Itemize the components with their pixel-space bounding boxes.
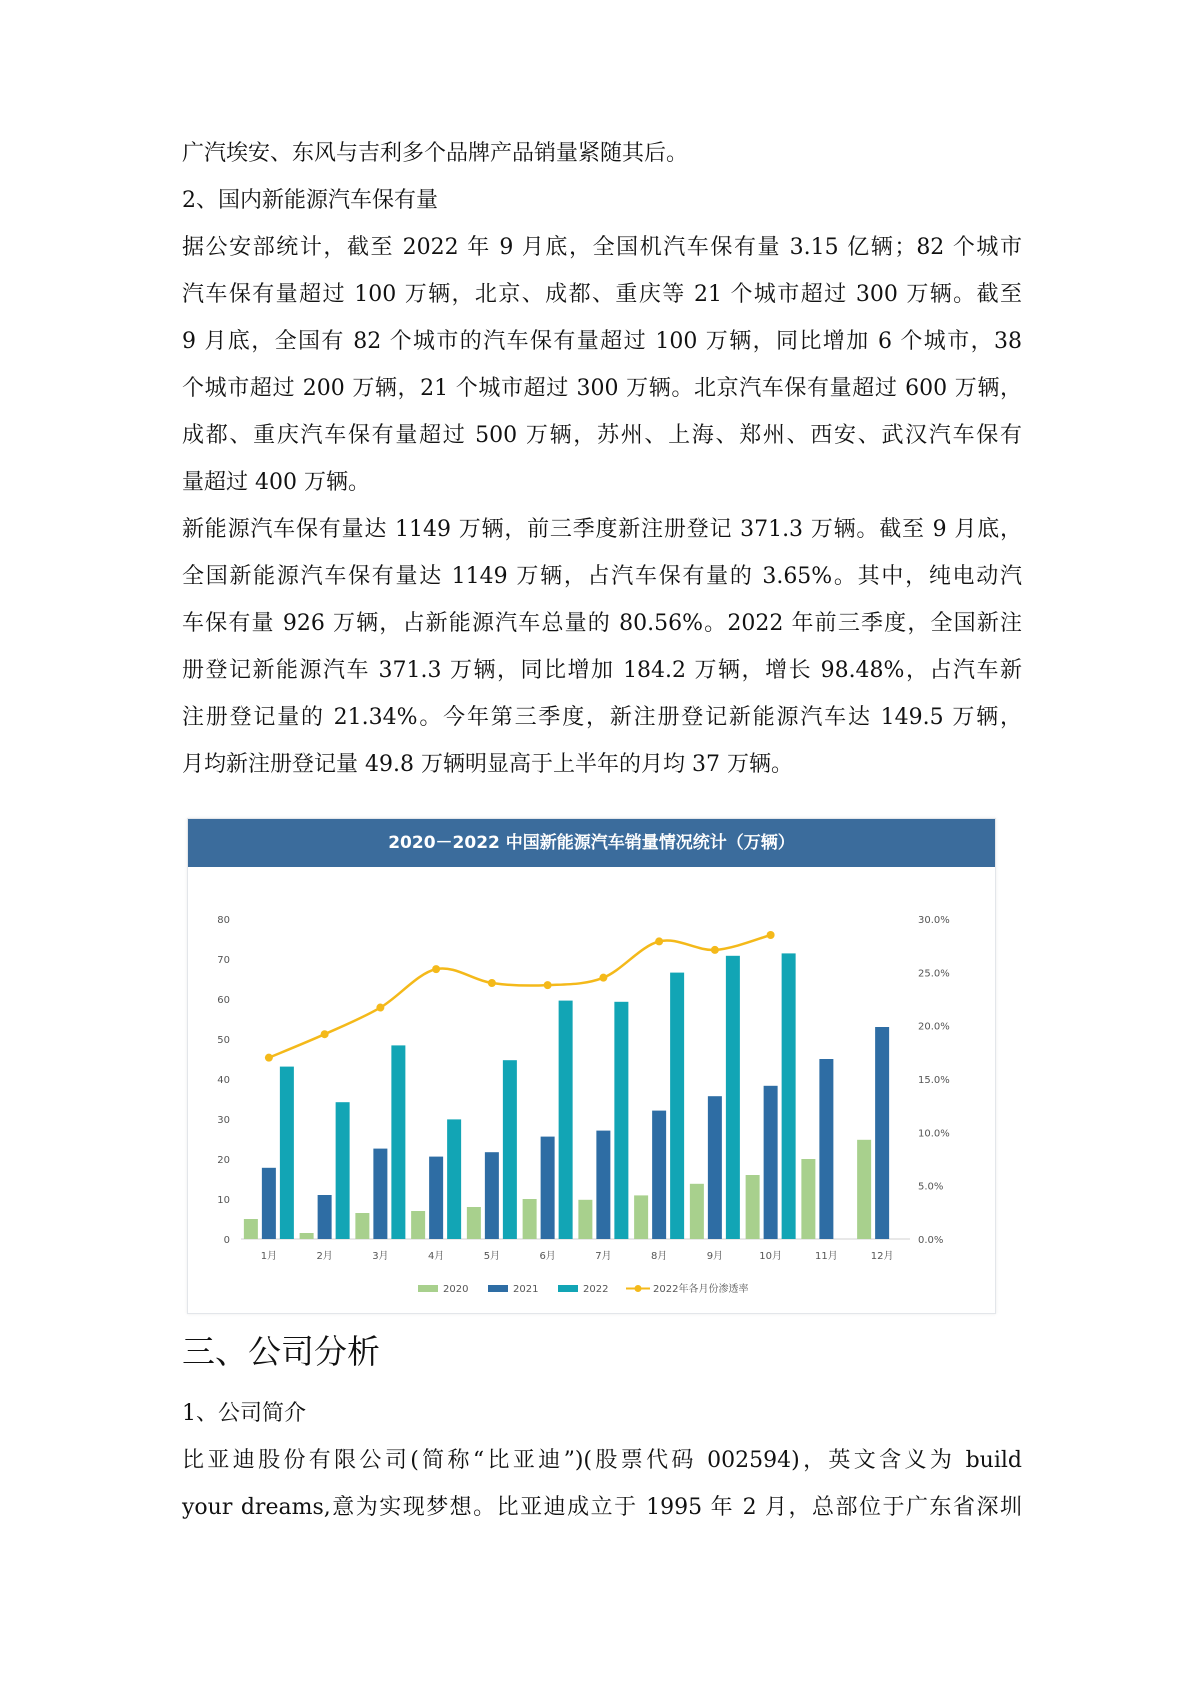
- bar-2022: [336, 1102, 350, 1239]
- bar-2021: [764, 1086, 778, 1239]
- text-line: 汽车保有量超过 100 万辆，北京、成都、重庆等 21 个城市超过 300 万辆。截至: [182, 282, 1022, 307]
- legend-swatch-2022: [558, 1285, 578, 1292]
- y-tick-label: 40: [217, 1075, 230, 1086]
- penetration-point: [265, 1054, 273, 1062]
- legend-swatch-2021: [488, 1285, 508, 1292]
- bar-2021: [819, 1059, 833, 1239]
- bar-2020: [857, 1140, 871, 1239]
- penetration-point: [711, 946, 719, 954]
- bar-2021: [429, 1157, 443, 1239]
- y-tick-label: 50: [217, 1035, 230, 1046]
- x-tick-label: 4月: [427, 1251, 445, 1262]
- legend-swatch-2020: [418, 1285, 438, 1292]
- legend-swatch-dot: [635, 1285, 642, 1292]
- penetration-point: [321, 1030, 329, 1038]
- legend-label: 2022年各月份渗透率: [653, 1284, 749, 1295]
- x-tick-label: 2月: [316, 1251, 333, 1262]
- bar-2021: [596, 1131, 610, 1239]
- bar-2020: [634, 1195, 648, 1239]
- bar-2020: [578, 1200, 592, 1239]
- bar-2021: [373, 1149, 387, 1239]
- legend-label: 2020: [443, 1284, 469, 1295]
- bar-2020: [244, 1219, 258, 1239]
- y-tick-label: 60: [217, 995, 230, 1006]
- bar-2020: [467, 1207, 481, 1239]
- body-text-bottom: [182, 1390, 1022, 1531]
- y2-tick-label: 20.0%: [918, 1021, 950, 1033]
- section-heading: 三、公司分析: [182, 1332, 380, 1371]
- legend-label: 2021: [513, 1284, 539, 1295]
- text-line: your dreams,意为实现梦想。比亚迪成立于 1995 年 2 月，总部位于广东省深圳: [182, 1495, 1022, 1520]
- text-line: 量超过 400 万辆。: [182, 470, 370, 495]
- text-line: 注册登记量的 21.34%。今年第三季度，新注册登记新能源汽车达 149.5 万辆，: [182, 705, 1022, 730]
- y2-tick-label: 30.0%: [918, 915, 950, 926]
- bar-2020: [746, 1175, 760, 1239]
- y2-tick-label: 10.0%: [918, 1128, 950, 1140]
- penetration-point: [376, 1004, 384, 1012]
- legend-label: 2022: [583, 1284, 609, 1295]
- bar-2021: [485, 1152, 499, 1239]
- text-line: 9 月底，全国有 82 个城市的汽车保有量超过 100 万辆，同比增加 6 个城市，38: [182, 329, 1022, 354]
- text-line: 1、公司简介: [182, 1401, 306, 1426]
- y2-tick-label: 25.0%: [918, 968, 950, 980]
- bar-2020: [411, 1211, 425, 1239]
- bar-2021: [708, 1096, 722, 1239]
- bar-2020: [523, 1199, 537, 1239]
- penetration-point: [488, 979, 496, 987]
- bar-2022: [614, 1002, 628, 1239]
- text-line: 新能源汽车保有量达 1149 万辆，前三季度新注册登记 371.3 万辆。截至 9 月底，: [182, 517, 1022, 542]
- text-line: 据公安部统计，截至 2022 年 9 月底，全国机汽车保有量 3.15 亿辆；82 个城市: [182, 235, 1022, 260]
- x-tick-label: 8月: [650, 1251, 668, 1262]
- penetration-point: [599, 974, 607, 982]
- x-tick-label: 10月: [759, 1251, 782, 1262]
- sales-chart: [188, 867, 995, 1313]
- bar-2022: [670, 973, 684, 1239]
- text-line: 全国新能源汽车保有量达 1149 万辆，占汽车保有量的 3.65%。其中，纯电动汽: [182, 564, 1022, 589]
- x-tick-label: 11月: [815, 1251, 838, 1262]
- bar-2022: [559, 1001, 573, 1239]
- bar-2021: [318, 1195, 332, 1239]
- x-tick-label: 6月: [539, 1251, 556, 1262]
- text-line: 车保有量 926 万辆，占新能源汽车总量的 80.56%。2022 年前三季度，全国新注: [182, 611, 1022, 636]
- y-tick-label: 70: [217, 955, 230, 966]
- text-line: 广汽埃安、东风与吉利多个品牌产品销量紧随其后。: [182, 141, 689, 166]
- body-text-top: [182, 130, 1022, 788]
- bar-2020: [300, 1233, 314, 1239]
- bar-2021: [652, 1111, 666, 1239]
- x-tick-label: 5月: [483, 1251, 501, 1262]
- bar-2020: [690, 1184, 704, 1239]
- x-tick-label: 9月: [706, 1251, 724, 1262]
- y-tick-label: 0: [223, 1235, 230, 1246]
- y2-tick-label: 0.0%: [918, 1235, 944, 1246]
- bar-2021: [875, 1027, 889, 1239]
- text-line: 册登记新能源汽车 371.3 万辆，同比增加 184.2 万辆，增长 98.48%，占汽车新: [182, 658, 1022, 683]
- y2-tick-label: 15.0%: [918, 1075, 950, 1086]
- bar-2022: [726, 956, 740, 1239]
- x-tick-label: 3月: [372, 1251, 389, 1262]
- y-tick-label: 80: [217, 915, 230, 926]
- x-tick-label: 12月: [870, 1251, 894, 1262]
- y-tick-label: 10: [217, 1195, 230, 1206]
- bar-2022: [391, 1045, 405, 1239]
- bar-2020: [355, 1213, 369, 1239]
- penetration-point: [544, 981, 552, 989]
- text-line: 2、国内新能源汽车保有量: [182, 188, 438, 213]
- x-tick-label: 7月: [595, 1251, 612, 1262]
- y2-tick-label: 5.0%: [918, 1181, 944, 1193]
- chart-legend: [418, 1282, 748, 1295]
- y-tick-label: 20: [217, 1155, 230, 1166]
- text-line: 月均新注册登记量 49.8 万辆明显高于上半年的月均 37 万辆。: [182, 752, 793, 777]
- text-line: 成都、重庆汽车保有量超过 500 万辆，苏州、上海、郑州、西安、武汉汽车保有: [182, 423, 1022, 448]
- penetration-point: [432, 965, 440, 973]
- penetration-point: [655, 937, 663, 945]
- bar-2022: [782, 953, 796, 1239]
- penetration-line: [269, 935, 771, 1058]
- y-tick-label: 30: [217, 1115, 230, 1126]
- bar-2021: [262, 1168, 276, 1239]
- sales-chart-figure: [187, 818, 996, 1314]
- x-tick-label: 1月: [260, 1251, 278, 1262]
- bar-2020: [801, 1159, 815, 1239]
- text-line: 个城市超过 200 万辆，21 个城市超过 300 万辆。北京汽车保有量超过 600 万辆，: [182, 376, 1022, 401]
- bar-2022: [447, 1119, 461, 1239]
- penetration-point: [767, 931, 775, 939]
- bar-2022: [280, 1067, 294, 1239]
- text-line: 比亚迪股份有限公司(简称“比亚迪”)(股票代码 002594)，英文含义为 build: [182, 1448, 1022, 1473]
- chart-title: 2020－2022 中国新能源汽车销量情况统计（万辆）: [188, 819, 995, 867]
- bar-2021: [541, 1137, 555, 1239]
- bar-2022: [503, 1060, 517, 1239]
